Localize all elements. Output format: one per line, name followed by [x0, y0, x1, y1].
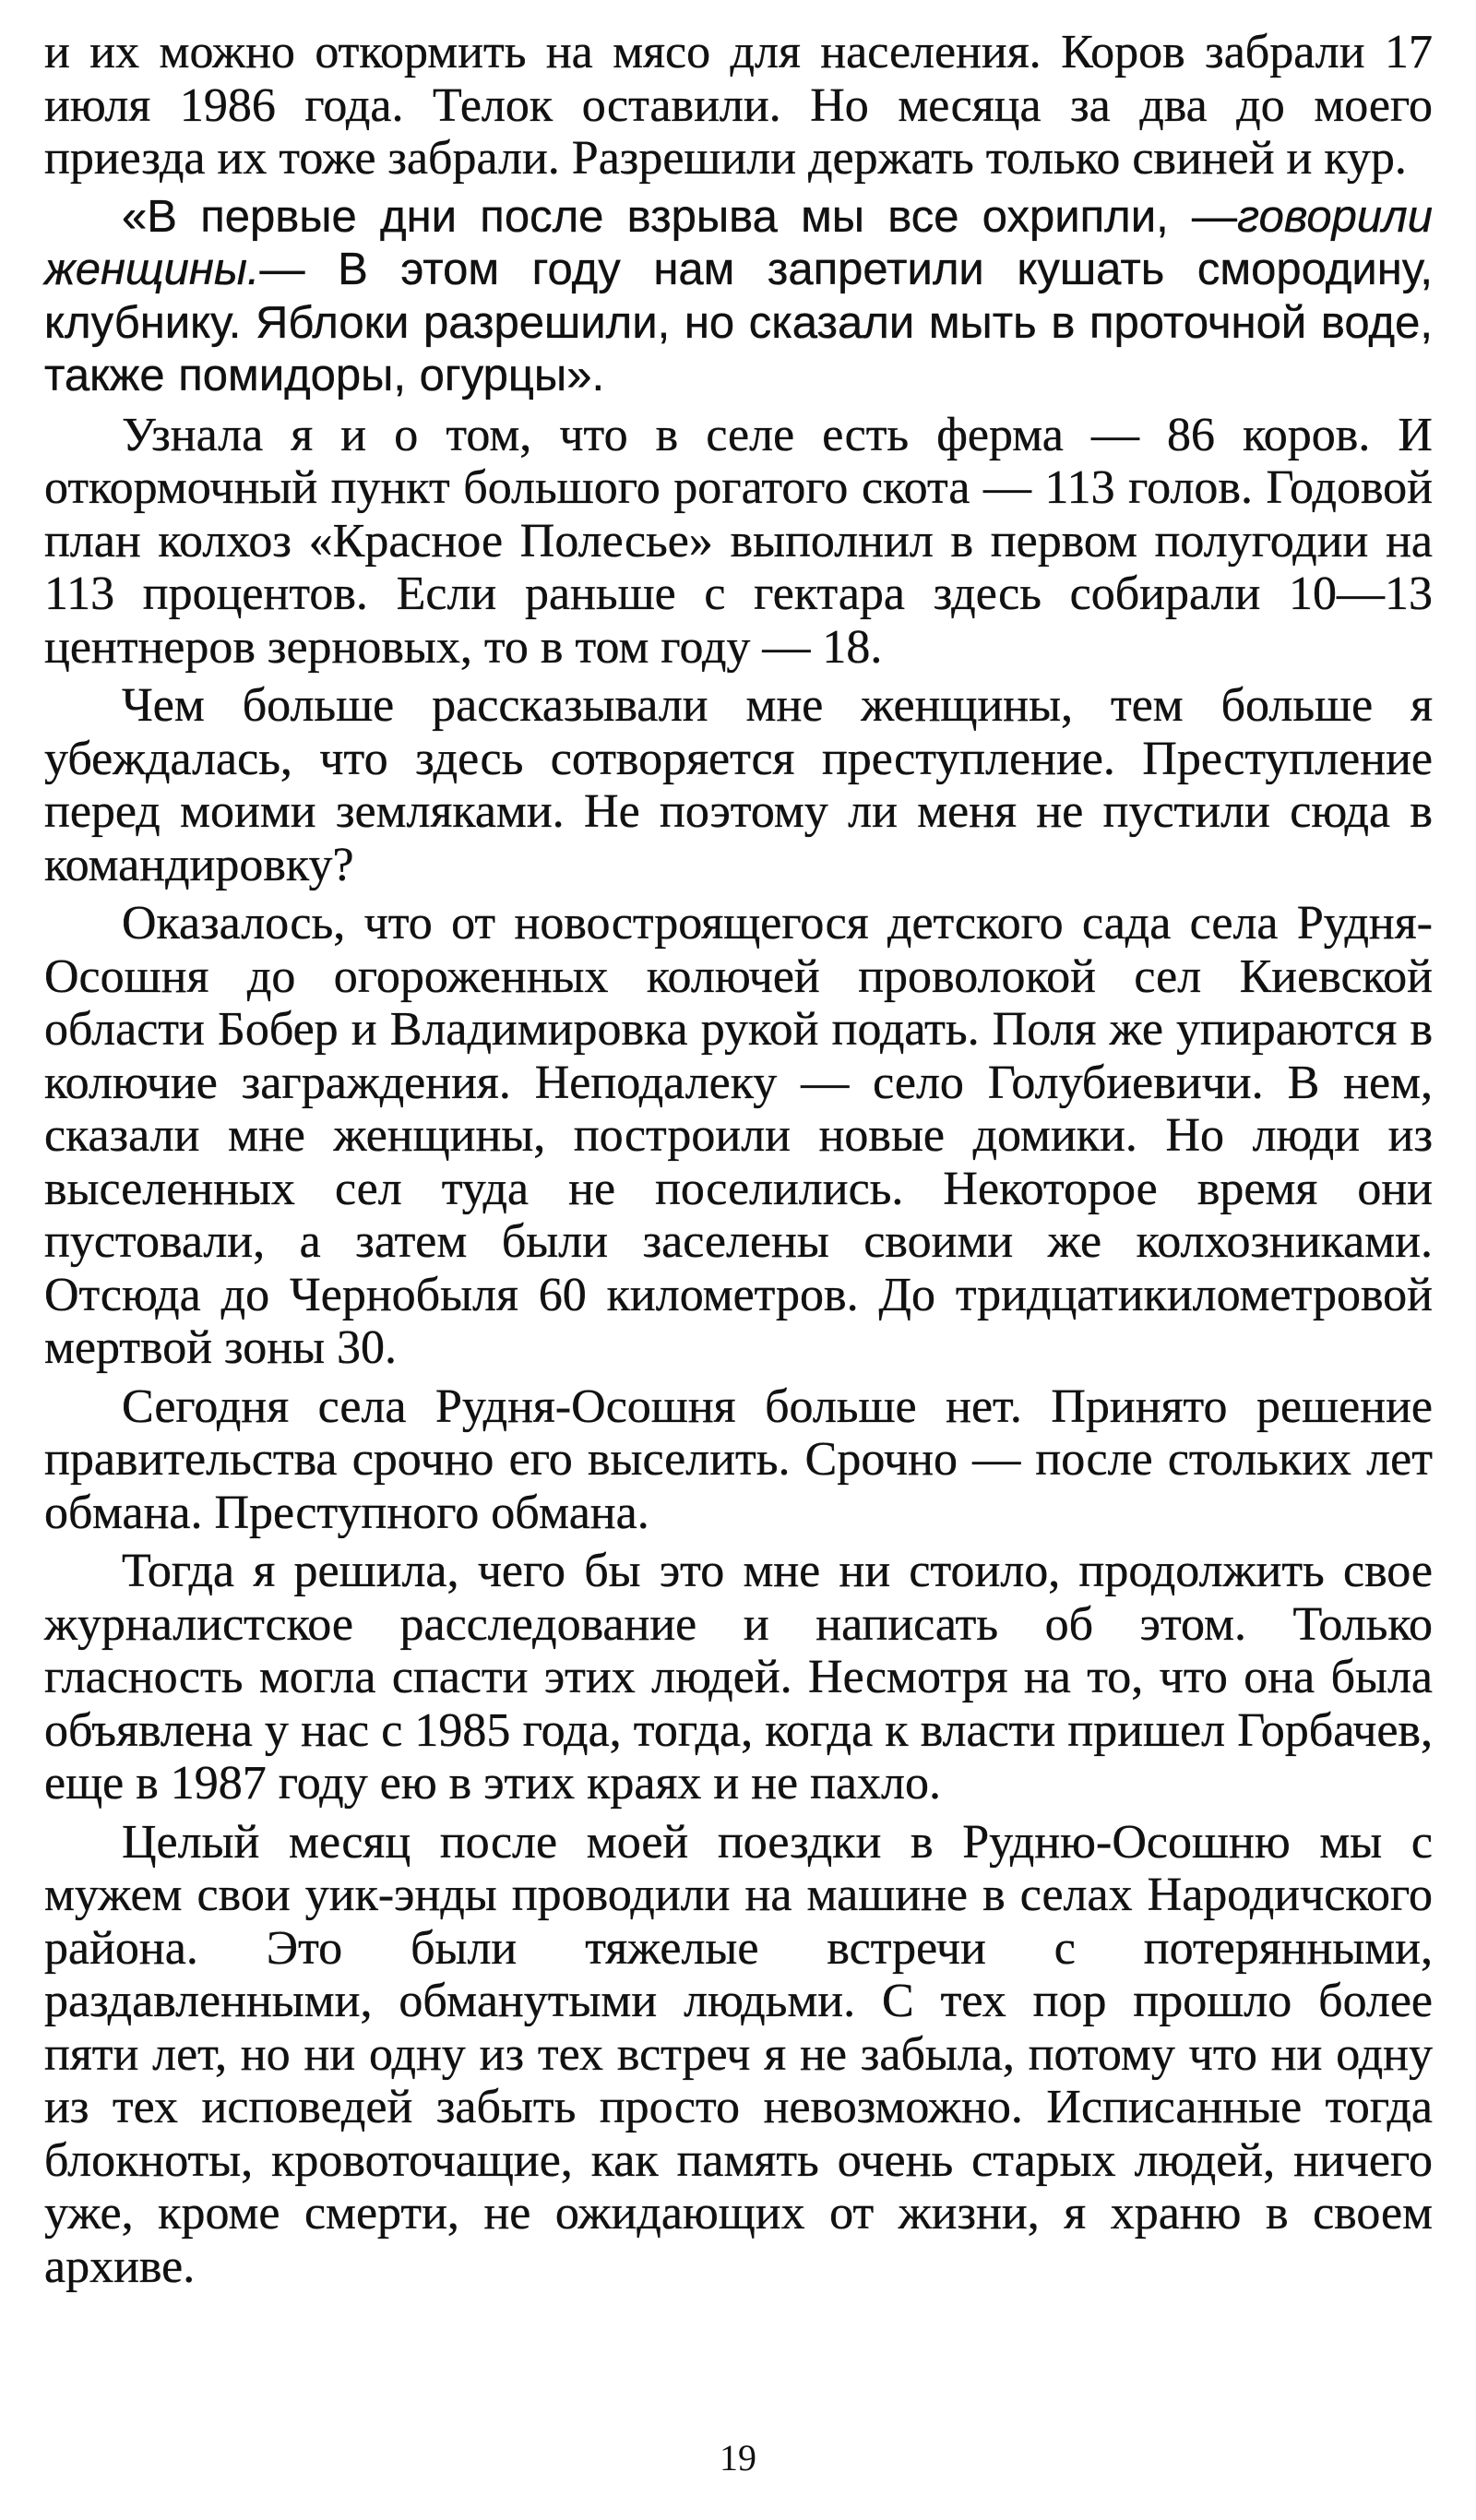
paragraph-crime: Чем больше рассказывали мне женщины, тем больше я убеждалась, что здесь сотворяется преступление. Преступление перед моими земляками. Не поэтому ли меня не пустили сюда в командировку?	[44, 679, 1433, 891]
quote-attribution: говорили женщины.	[44, 191, 1433, 294]
paragraph-villages: Оказалось, что от новостроящегося детского сада села Рудня-Осошня до огороженных колючей проволокой сел Киевской области Бобер и Владимировка рукой подать. Поля же упираются в колючие заграждения. Неподалеку — село Голубиевичи. В нем, сказали мне женщины, построили новые домики. Но люди из выселенных сел туда не поселились. Некоторое время они пустовали, а затем были заселены своими же колхозниками. Отсюда до Чернобыля 60 километров. До тридцатикилометровой мертвой зоны 30.	[44, 897, 1433, 1374]
quote-paragraph	[44, 191, 1433, 403]
paragraph-cows: и их можно откормить на мясо для населения. Коров забрали 17 июля 1986 года. Телок оставили. Но месяца за два до моего приезда их тоже забрали. Разрешили держать только свиней и кур.	[44, 26, 1433, 185]
paragraph-decision: Тогда я решила, чего бы это мне ни стоило, продолжить свое журналистское расследование и написать об этом. Только гласность могла спасти этих людей. Несмотря на то, что она была объявлена у нас с 1985 года, тогда, когда к власти пришел Горбачев, еще в 1987 году ею в этих краях и не пахло.	[44, 1545, 1433, 1809]
quote-open: «В первые дни после взрыва мы все охрипли, —	[122, 191, 1237, 242]
page-body	[44, 26, 1433, 2293]
page-number: 19	[720, 2437, 756, 2478]
paragraph-farm: Узнала я и о том, что в селе есть ферма — 86 коров. И откормочный пункт большого рогатого скота — 113 голов. Годовой план колхоз «Красное Полесье» выполнил в первом полугодии на 113 процентов. Если раньше с гектара здесь собирали 10—13 центнеров зерновых, то в том году — 18.	[44, 408, 1433, 674]
paragraph-trips: Целый месяц после моей поездки в Рудню-Осошню мы с мужем свои уик-энды проводили на машине в селах Народичского района. Это были тяжелые встречи с потерянными, раздавленными, обманутыми людьми. С тех пор прошло более пяти лет, но ни одну из тех встреч я не забыла, потому что ни одну из тех исповедей забыть просто невозможно. Исписанные тогда блокноты, кровоточащие, как память очень старых людей, ничего уже, кроме смерти, не ожидающих от жизни, я храню в своем архиве.	[44, 1815, 1433, 2293]
paragraph-today: Сегодня села Рудня-Осошня больше нет. Принято решение правительства срочно его выселить. Срочно — после стольких лет обмана. Преступного обмана.	[44, 1379, 1433, 1539]
quote-close: — В этом году нам запретили кушать смородину, клубнику. Яблоки разрешили, но сказали мыть в проточной воде, также помидоры, огурцы».	[44, 245, 1433, 400]
